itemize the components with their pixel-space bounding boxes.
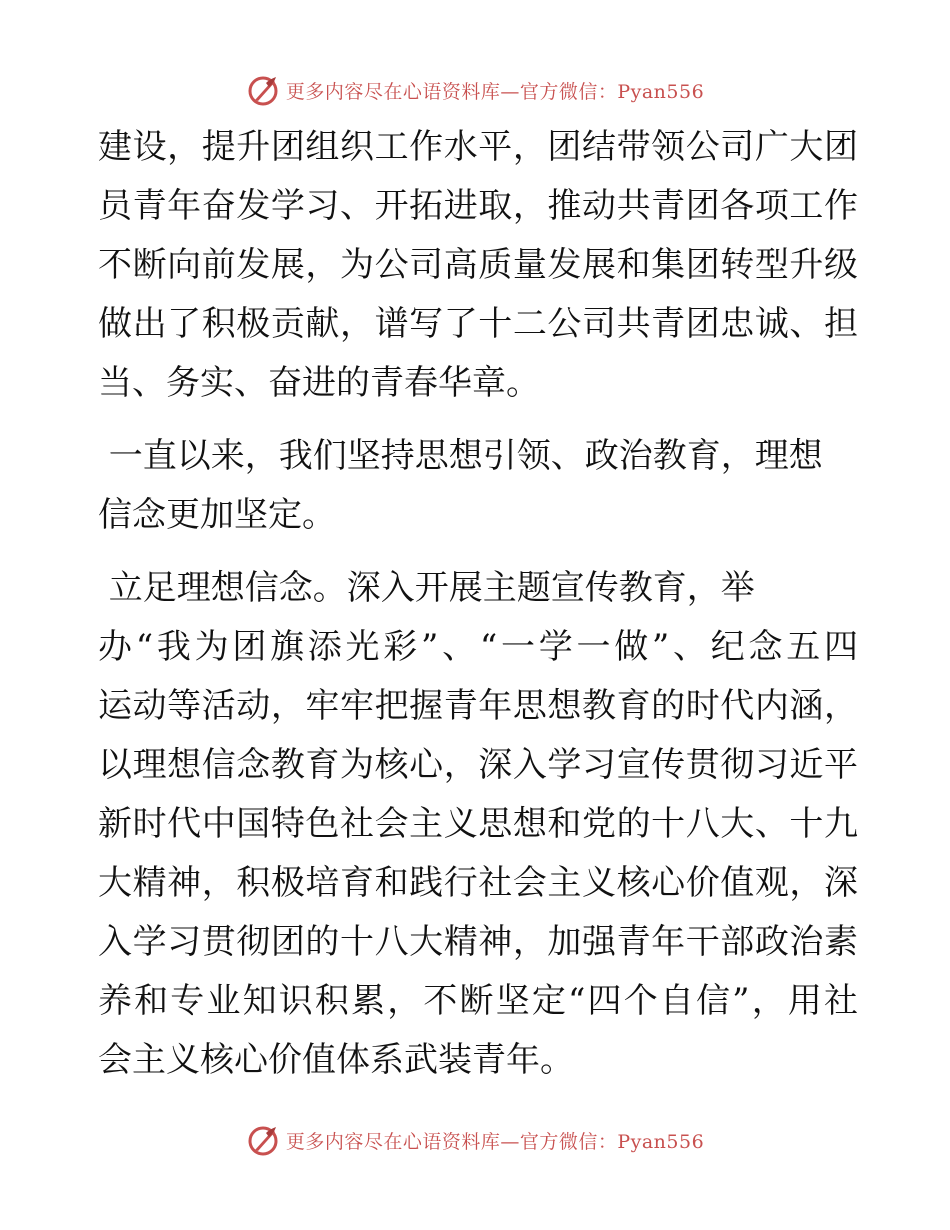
text-line: 以理想信念教育为核心，深入学习宣传贯彻习近平 (98, 745, 858, 785)
text-line: 不断向前发展，为公司高质量发展和集团转型升级 (98, 245, 858, 285)
paragraph (98, 118, 858, 413)
watermark-text: 更多内容尽在心语资料库—官方微信：Pyan556 (285, 80, 705, 103)
text-line: 当、务实、奋进的青春华章。 (98, 363, 540, 403)
text-line: 员青年奋发学习、开拓进取，推动共青团各项工作 (98, 186, 858, 226)
quill-logo-icon (246, 1123, 280, 1157)
text-line: 运动等活动，牢牢把握青年思想教育的时代内涵， (98, 686, 858, 726)
text-line: 会主义核心价值体系武装青年。 (98, 1040, 574, 1080)
text-line: 立足理想信念。深入开展主题宣传教育，举 (98, 568, 755, 608)
text-line: 信念更加坚定。 (98, 495, 336, 535)
body-text (98, 118, 858, 1090)
text-line: 大精神，积极培育和践行社会主义核心价值观，深 (98, 863, 858, 903)
paragraph (98, 559, 858, 1090)
header-watermark (0, 70, 950, 110)
paragraph (98, 427, 858, 545)
text-line: 办“我为团旗添光彩”、“一学一做”、纪念五四 (98, 627, 858, 667)
quill-logo-icon (246, 73, 280, 107)
text-line: 建设，提升团组织工作水平，团结带领公司广大团 (98, 127, 858, 167)
text-line: 新时代中国特色社会主义思想和党的十八大、十九 (98, 804, 858, 844)
text-line: 做出了积极贡献，谱写了十二公司共青团忠诚、担 (98, 304, 858, 344)
text-line: 一直以来，我们坚持思想引领、政治教育，理想 (98, 436, 823, 476)
watermark-text: 更多内容尽在心语资料库—官方微信：Pyan556 (285, 1130, 705, 1153)
text-line: 入学习贯彻团的十八大精神，加强青年干部政治素 (98, 922, 858, 962)
footer-watermark (0, 1120, 950, 1160)
text-line: 养和专业知识积累，不断坚定“四个自信”，用社 (98, 981, 858, 1021)
